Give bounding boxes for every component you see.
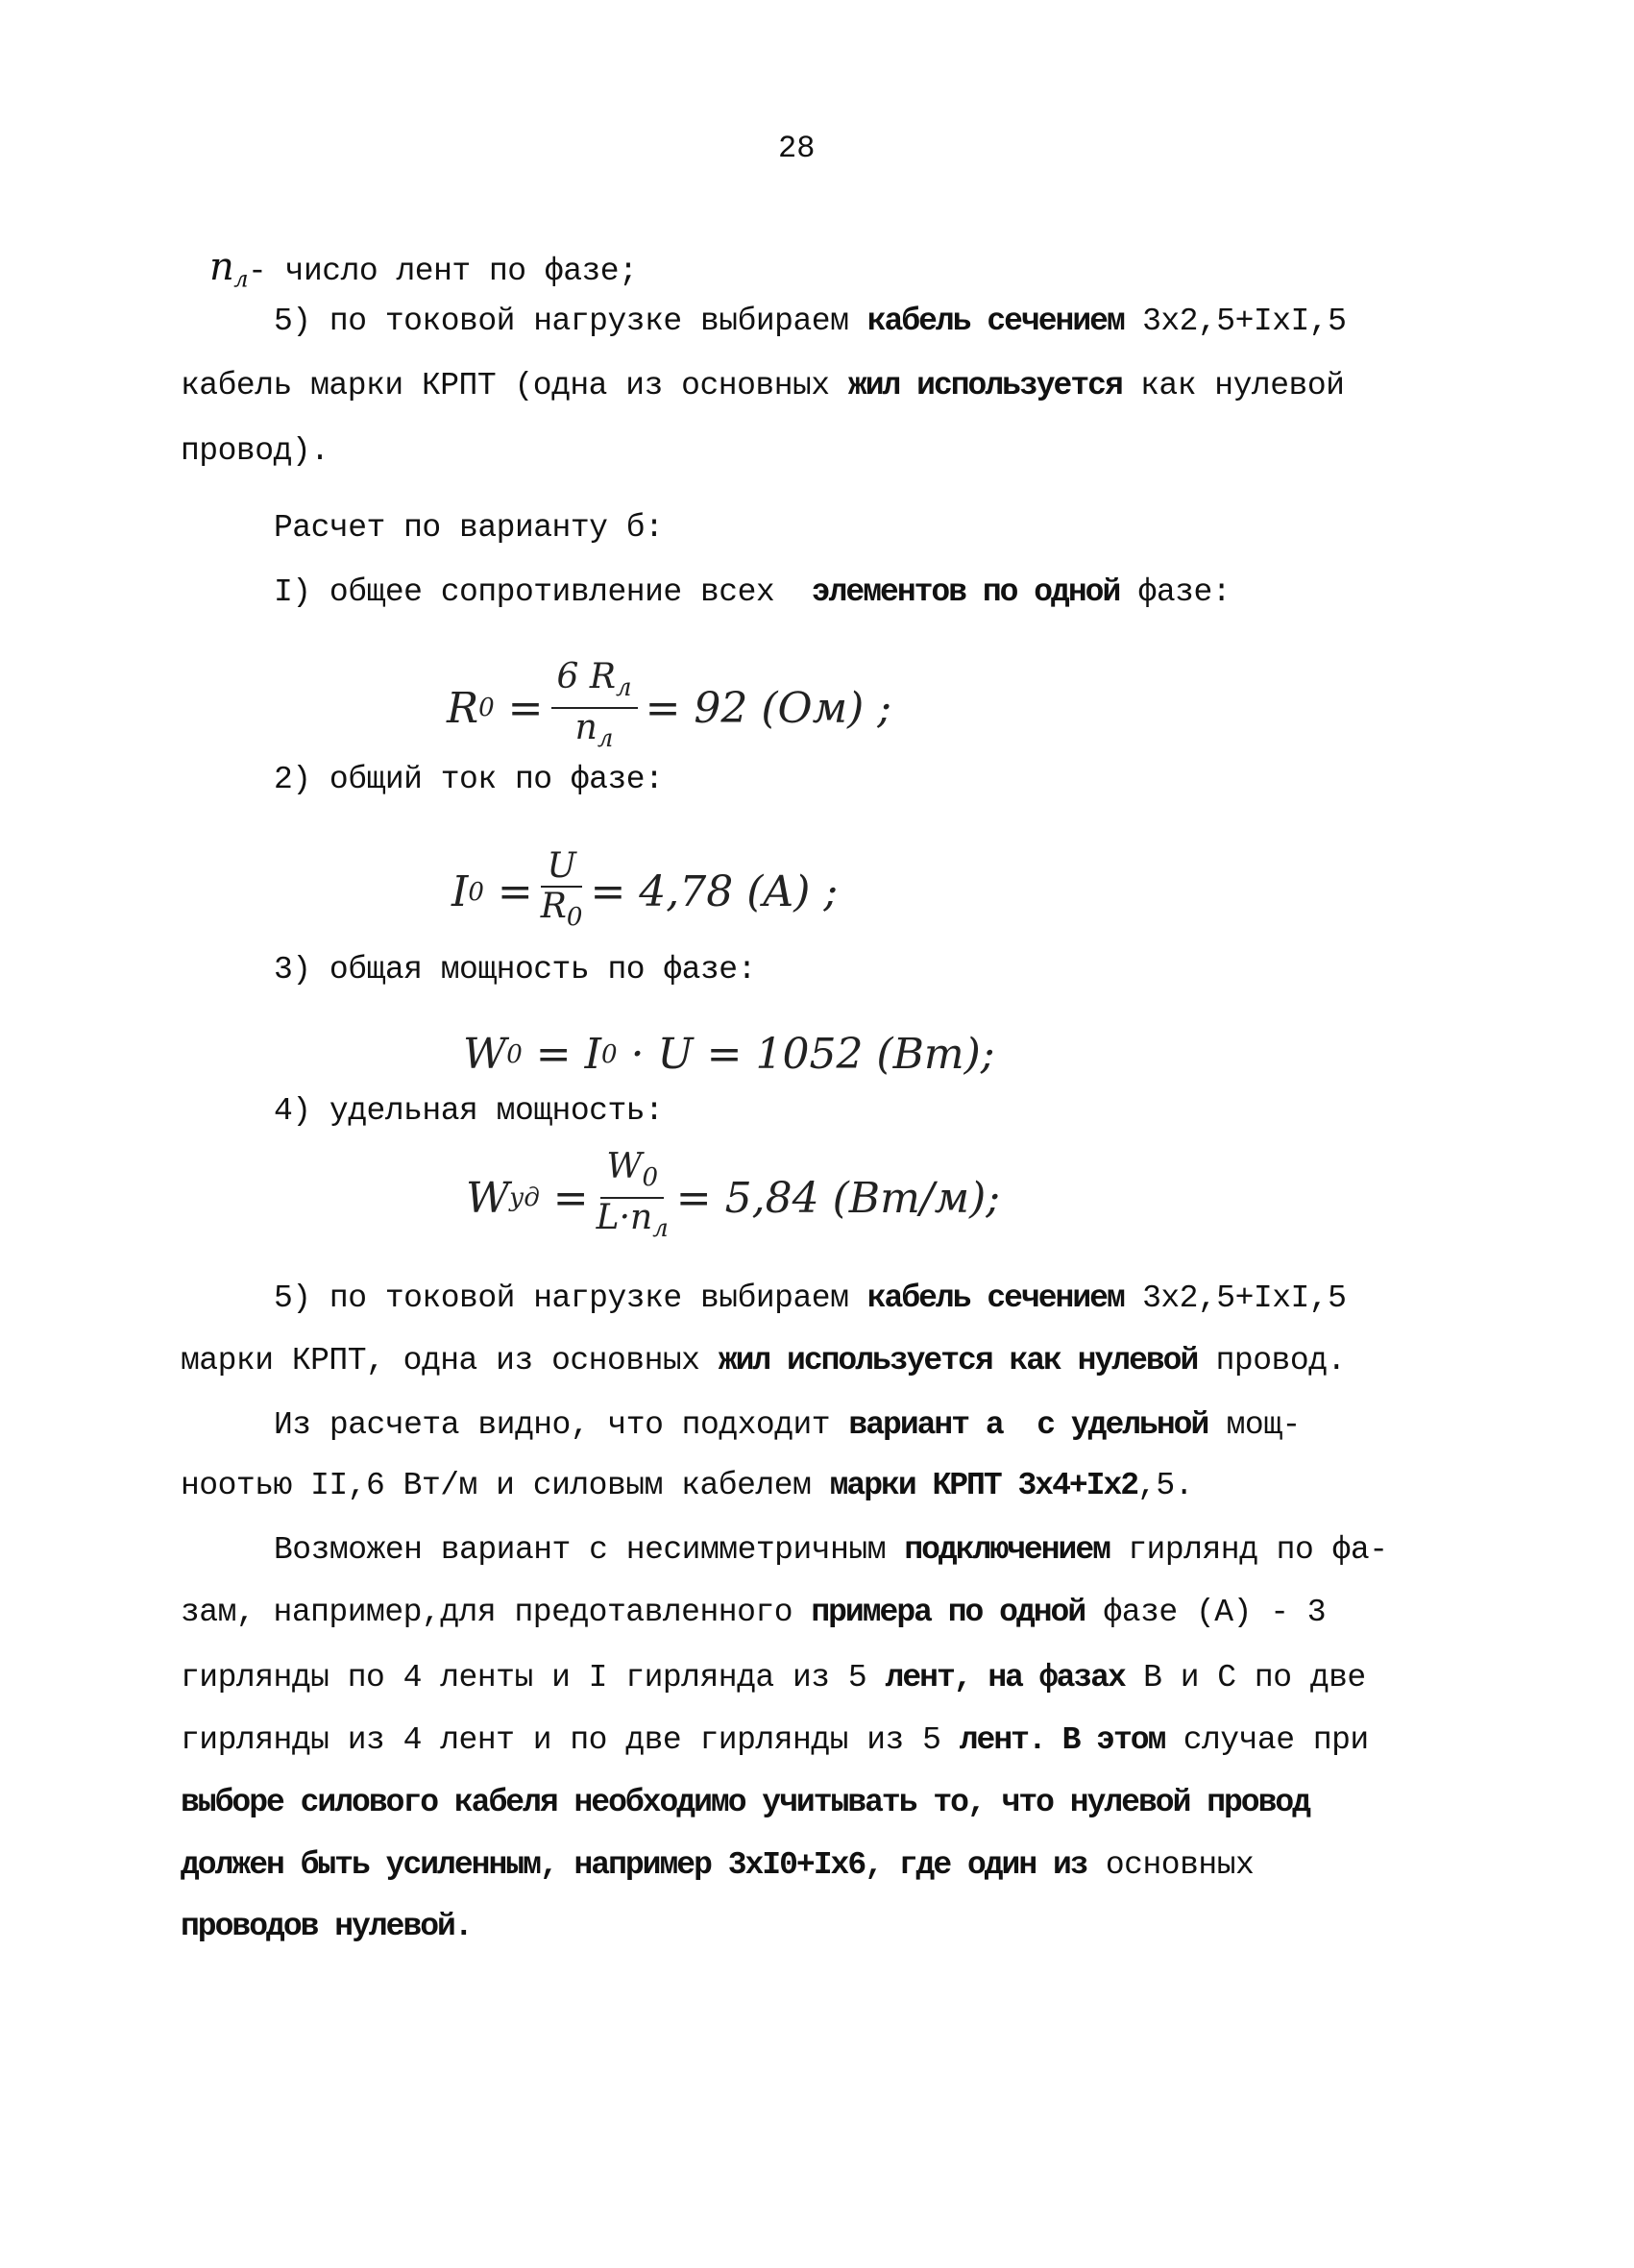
subscript: л [233, 265, 249, 293]
text-line [181, 367, 1344, 405]
formula-sub: л [597, 724, 614, 754]
text-segment: основных [1086, 1847, 1255, 1883]
text-segment: 4) удельная мощность: [274, 1093, 664, 1129]
text-line [181, 1846, 1254, 1885]
text-line [181, 1721, 1369, 1760]
fraction [551, 658, 638, 758]
formula-sub: 0 [642, 1163, 658, 1193]
numerator: W [606, 1147, 643, 1186]
text-line [181, 1594, 1326, 1632]
text-line [181, 432, 329, 471]
denominator: n [574, 708, 598, 748]
text-line [181, 1659, 1366, 1697]
text-line [274, 951, 756, 989]
formula-lhs: W [466, 1173, 510, 1223]
formula-sub: уд [509, 1183, 540, 1213]
formula-rhs: = 5,84 (Вт/м); [675, 1173, 1001, 1223]
bold-text: марки КРПТ 3x4+Ix2 [829, 1468, 1138, 1503]
bold-text: должен быть усиленным, например 3xI0+Ix6, где один из [181, 1847, 1087, 1883]
formula-lhs: W [463, 1030, 507, 1079]
text-segment: как нулевой [1121, 368, 1345, 403]
formula-current: I 0 = $\frac{U}{R_0}$ = 4,78 (A) ; [451, 847, 838, 937]
formula-sub: 0 [506, 1039, 523, 1069]
bold-text: жил используется как нулевой [718, 1343, 1198, 1378]
text-line [274, 303, 1346, 341]
bold-text: жил используется [847, 368, 1122, 403]
formula-sub: л [616, 673, 632, 703]
text-segment: гирлянд по фа- [1109, 1532, 1388, 1568]
page-number: 28 [778, 131, 816, 166]
bold-text: выборе силового кабеля необходимо учитывать то, что нулевой провод [181, 1785, 1310, 1820]
text-line [274, 1280, 1346, 1318]
text-segment: 5) по токовой нагрузке выбираем [274, 1280, 867, 1316]
text-segment: мощ- [1207, 1407, 1301, 1443]
text-line [274, 573, 1231, 612]
formula-rhs: = 92 (Ом) ; [645, 683, 892, 733]
formula-specific-power: W уд = $\frac{W_0}{L\cdot n_л}$ = 5,84 (Вт/м); [466, 1148, 1000, 1248]
text-line [274, 1531, 1388, 1570]
text-segment: гирлянды из 4 лент и по две гирлянды из 5 [181, 1722, 960, 1758]
formula-rhs: · U = 1052 (Вт); [630, 1030, 995, 1079]
text-line [274, 761, 663, 799]
formula-sub: 0 [468, 877, 484, 907]
formula-lhs: I [451, 867, 469, 917]
text-segment: 3x2,5+IxI,5 [1123, 1280, 1347, 1316]
bold-text: элементов по одной [811, 574, 1120, 610]
bold-text: подключением [904, 1532, 1110, 1568]
text-segment: 3x2,5+IxI,5 [1123, 304, 1347, 339]
formula-sub: л [652, 1214, 669, 1244]
text-segment: Расчет по варианту б: [274, 510, 664, 546]
text-line [181, 1784, 1309, 1822]
text-line [181, 1467, 1193, 1505]
bold-text: примера по одной [811, 1595, 1085, 1630]
text-segment: фазе: [1119, 574, 1232, 610]
denominator: R [540, 887, 567, 926]
bold-text: проводов нулевой. [181, 1909, 472, 1944]
text-segment: зам, например,для предотавленного [181, 1595, 812, 1630]
text-segment: кабель марки КРПТ (одна из основных [181, 368, 848, 403]
numerator: 6 R [556, 657, 616, 696]
bold-text: лент, на фазах [885, 1660, 1125, 1695]
fraction [597, 1148, 669, 1248]
text-segment: 5) по токовой нагрузке выбираем [274, 304, 867, 339]
text-segment: n [209, 245, 234, 289]
text-segment: 2) общий ток по фазе: [274, 762, 664, 797]
text-segment: ,5. [1137, 1468, 1194, 1503]
text-segment: фазе (А) - 3 [1085, 1595, 1327, 1630]
formula-power [463, 1030, 995, 1079]
text-segment: провод). [181, 433, 329, 469]
formula-sub: 0 [601, 1039, 618, 1069]
text-segment: провод. [1197, 1343, 1346, 1378]
text-segment: Возможен вариант с несимметричным [274, 1532, 905, 1568]
text-segment: I) общее сопротивление всех [274, 574, 812, 610]
formula-lhs: R [447, 683, 479, 733]
text-segment: Из расчета видно, что подходит [274, 1407, 849, 1443]
bold-text: кабель сечением [866, 1280, 1124, 1316]
text-line [274, 509, 663, 548]
text-line [274, 1406, 1301, 1445]
text-segment: - число лент по фазе; [248, 254, 638, 289]
text-segment: 3) общая мощность по фазе: [274, 952, 756, 988]
formula-rhs: = 4,78 (A) ; [590, 867, 839, 917]
bold-text: вариант а с удельной [848, 1407, 1208, 1443]
text-line [181, 1342, 1346, 1380]
text-line [209, 245, 637, 293]
bold-text: лент. В этом [959, 1722, 1165, 1758]
text-segment: ноотью II,6 Вт/м и силовым кабелем [181, 1468, 830, 1503]
bold-text: кабель сечением [866, 304, 1124, 339]
denominator: L·n [596, 1198, 653, 1238]
text-segment: В и С по две [1124, 1660, 1366, 1695]
formula-resistance: R 0 = $\frac{6 R_л}{n_л}$ = 92 (Ом) ; [447, 658, 891, 758]
text-segment: гирлянды по 4 ленты и I гирлянда из 5 [181, 1660, 886, 1695]
text-line [274, 1092, 663, 1131]
text-segment: марки КРПТ, одна из основных [181, 1343, 719, 1378]
numerator: U [541, 847, 581, 888]
formula-sub: 0 [478, 694, 495, 723]
formula-mid: = I [535, 1030, 602, 1079]
text-line [181, 1908, 472, 1946]
formula-sub: 0 [566, 903, 583, 933]
fraction [541, 847, 583, 937]
text-segment: случае при [1164, 1722, 1369, 1758]
